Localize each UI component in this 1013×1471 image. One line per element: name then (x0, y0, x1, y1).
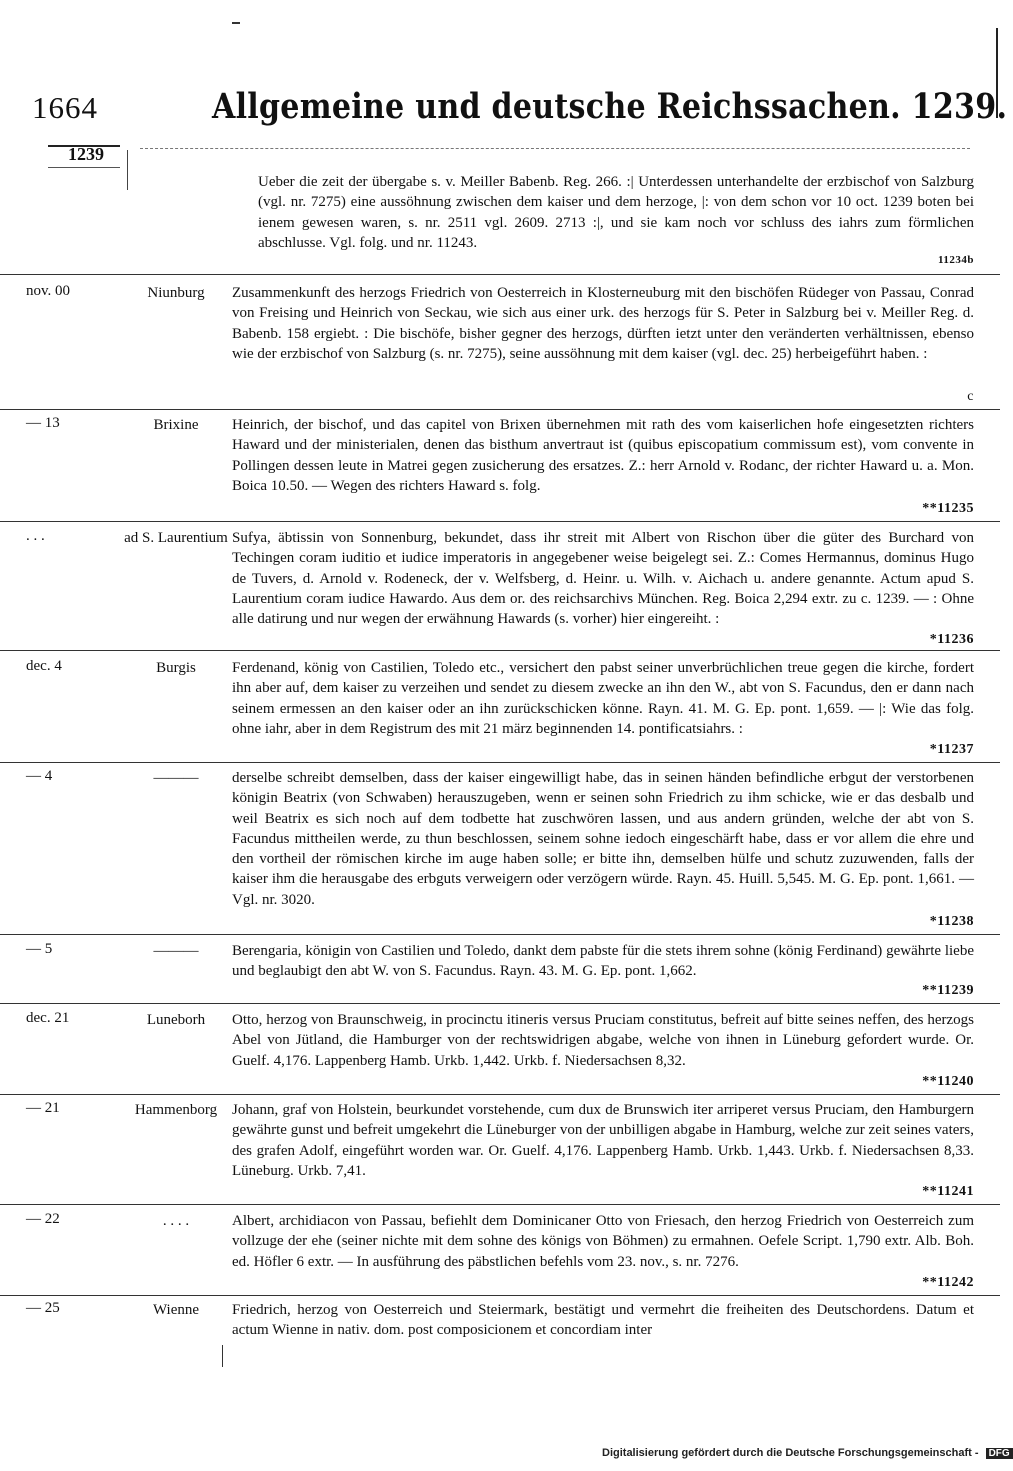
entry-11234b (0, 172, 1000, 275)
entry-place: ——— (153, 943, 199, 959)
entry-text: Ferdenand, könig von Castilien, Toledo etc., versichert den pabst seiner unverbrüchlichen treue gegen die kirche, fordert ihn aber auf, dem kaiser zu verzeihen und sendet zu diesem zwecke an ihn den W., abt von S. Facundus, den er dann nach seinem ermessen an den kaiser oder an ihn zurückschicken könne. Rayn. 41. M. G. Ep. pont. 1,659. — |: Wie das folg. ohne iahr, aber in dem Registrum des mit 21 märz beginnenden 14. pontificatsiahrs. : (232, 660, 974, 737)
entry-place: . . . . (162, 1213, 190, 1229)
header-rule (140, 148, 970, 149)
entry-date: — 13 (26, 415, 60, 431)
entry-number: **11235 (922, 501, 974, 516)
entry-date: dec. 21 (26, 1010, 70, 1026)
entry-11242 (0, 1211, 1000, 1296)
entry-11240 (0, 1010, 1000, 1095)
page-header (0, 86, 1008, 130)
margin-mark (222, 1345, 223, 1367)
entry-text: Sufya, äbtissin von Sonnenburg, bekundet, dass ihr streit mit Albert von Rischon über die güter des Burchard von Techingen coram iuditio et iudice imperatoris in angegebener weise beigelegt sei. Z.: Comes Hermannus, dominus Hugo de Tuvers, d. Arnold v. Rodeneck, der v. Welfsberg, d. Heinr. u. Wilh. v. Aichach u. andere genannte. Actum apud S. Laurentium coram iudice Hawardo. Aus dem or. des reichsarchivs München. Reg. Boica 2,294 extr. zu c. 1239. — : Ohne alle datirung und nur wegen der erwähnung Hawards (s. vorher) hier eingereiht. : (232, 530, 974, 628)
entry-number: *11238 (929, 914, 974, 929)
entry-date: dec. 4 (26, 658, 62, 674)
entry-place: ad S. Laurentium (124, 530, 228, 546)
entry-date: — 22 (26, 1211, 60, 1227)
entry-11238 (0, 768, 1000, 935)
entry-number: **11240 (922, 1074, 974, 1089)
entry-date: — 4 (26, 768, 53, 784)
entry-place: Niunburg (147, 285, 205, 301)
entry-place: Hammenborg (134, 1102, 218, 1118)
entry-text: Heinrich, der bischof, und das capitel von Brixen übernehmen mit rath des vom kaiserlichen hofe eingesetzten richters Haward und der ministerialen, denen das bisthum anvertraut ist (quibus episcopatium commissum est), vom convente in Pollingen dessen leute in Matrei gegen zusicherung des ersatzes. Z.: herr Arnold v. Rodanc, der richter Haward u. a. Mon. Boica 10.50. — Wegen des richters Haward s. folg. (232, 417, 974, 494)
entry-number: *11237 (929, 742, 974, 757)
entry-11236 (0, 528, 1000, 651)
entry-date: — 21 (26, 1100, 60, 1116)
entry-11237 (0, 658, 1000, 763)
entry-dec-25 (0, 1300, 1000, 1344)
entry-text: Otto, herzog von Braunschweig, in procinctu itineris versus Pruciam constitutus, befreit auf bitte seines neffen, des herzogs Abel von Jütland, die Hamburger von der rechtswidrigen abgabe, welche von ihnen in Lüneburg gefordert wurde. Or. Guelf. 4,176. Lappenberg Hamb. Urkb. 1,442. Urkb. f. Niedersachsen 8,32. (232, 1012, 974, 1069)
entry-text: Friedrich, herzog von Oesterreich und Steiermark, bestätigt und vermehrt die freiheiten des Deutschordens. Datum et actum Wienne in nativ. dom. post composicionem et concordiam inter (232, 1302, 974, 1339)
entry-number: 11234b (937, 254, 974, 266)
entry-date: — 25 (26, 1300, 60, 1316)
footer-text: Digitalisierung gefördert durch die Deutsche Forschungsgemeinschaft - (602, 1447, 979, 1459)
entry-11239 (0, 941, 1000, 1004)
entry-date: . . . (26, 528, 45, 544)
entry-number: **11239 (922, 983, 974, 998)
entry-place: Luneborh (146, 1012, 206, 1028)
entry-number: **11242 (922, 1275, 974, 1290)
entry-number: *11236 (929, 632, 974, 647)
year-label: 1239 (68, 144, 104, 164)
entry-number: **11241 (922, 1184, 974, 1199)
dfg-logo: DFG (986, 1448, 1013, 1459)
page-number: 1664 (32, 90, 98, 125)
footer-credit (602, 1447, 1013, 1459)
entry-place: Brixine (153, 417, 199, 433)
entry-place: ——— (153, 770, 199, 786)
entry-date: nov. 00 (26, 283, 71, 299)
entry-place: Burgis (156, 660, 196, 676)
entry-date: — 5 (26, 941, 53, 957)
entry-nov-00 (0, 283, 1000, 410)
entry-text: Johann, graf von Holstein, beurkundet vorstehende, cum dux de Brunswich iter arriperet versus Pruciam, den Hamburgern gewährte gunst und befreit umgekehrt die Lüneburger von der unbilligen abgabe in Hamburg, welche zur zeit seines vaters, des grafen Adolf, eingeführt worden war. Or. Guelf. 4,176. Lappenberg Hamb. Urkb. 1,443. Urkb. f. Niedersachsen 8,33. Lüneburg. Urkb. 7,41. (232, 1102, 974, 1179)
entry-11235 (0, 415, 1000, 522)
entry-text: Ueber die zeit der übergabe s. v. Meiller Babenb. Reg. 266. :| Unterdessen unterhandelte der erzbischof von Salzburg (vgl. nr. 7275) eine aussöhnung zwischen dem kaiser und dem herzoge, |: von dem schon vor 10 oct. 1239 boten bei ienem gewesen waren, s. nr. 2511 vgl. 2609. 2713 :|, und sie kam noch vor schluss des iahrs zum förmlichen abschlusse. Vgl. folg. und nr. 11243. (258, 174, 974, 251)
entry-11241 (0, 1100, 1000, 1205)
entry-number: c (967, 389, 974, 404)
page-title: Allgemeine und deutsche Reichssachen. 1239. (212, 86, 1008, 127)
entry-text: derselbe schreibt demselben, dass der kaiser eingewilligt habe, das in seinen händen befindliche erbgut der verstorbenen königin Beatrix (von Schwaben) herauszugeben, wenn er seinen sohn Friedrich zu ihm schicke, wie er das desbalb und weil Beatrix es sich noch auf dem todbette hat zuschwören lassen, und aus andern gründen, welche der abt von S. Facundus mittheilen werde, zu thun beschlossen, seinem sohne iedoch eingeschärft habe, dass er vor allem die ehre und den vortheil der römischen kirche im auge haben solle; er bitte ihn, demselben hülfe und schutz zuzuwenden, falls der kaiser ihm die herausgabe des erbguts verweigern oder verzögern würde. Rayn. 45. Huill. 5,545. M. G. Ep. pont. 1,661. — Vgl. nr. 3020. (232, 770, 974, 908)
entry-text: Albert, archidiacon von Passau, befiehlt dem Dominicaner Otto von Friesach, den herzog Friedrich von Oesterreich zum vollzuge der ehe (seiner nichte mit dem sohne des königs von Böhmen) zu ermahnen. Oefele Script. 1,790 extr. Alb. Boh. ed. Höfler 6 extr. — In ausführung des päbstlichen befehls vom 23. nov., s. nr. 7276. (232, 1213, 974, 1270)
entry-place: Wienne (152, 1302, 200, 1318)
scan-mark (232, 22, 240, 24)
entry-text: Zusammenkunft des herzogs Friedrich von Oesterreich in Klosterneuburg mit den bischöfen Rüdeger von Passau, Conrad von Freising und Heinrich von Seckau, wie sich aus einer urk. des herzogs für S. Peter in Salzburg bei v. Meiller Reg. d. Babenb. 158 ergiebt. : Die bischöfe, bisher gegner des herzogs, dürften ietzt unter den veränderten verhältnissen, ebenso wie der erzbischof von Salzburg (s. nr. 7275), seine aussöhnung mit dem kaiser (vgl. dec. 25) herbeigeführt haben. : (232, 285, 974, 362)
entry-text: Berengaria, königin von Castilien und Toledo, dankt dem pabste für die stets ihrem sohne (könig Ferdinand) gewährte liebe und beglaubigt den abt W. von S. Facundus. Rayn. 43. M. G. Ep. pont. 1,662. (232, 943, 974, 980)
